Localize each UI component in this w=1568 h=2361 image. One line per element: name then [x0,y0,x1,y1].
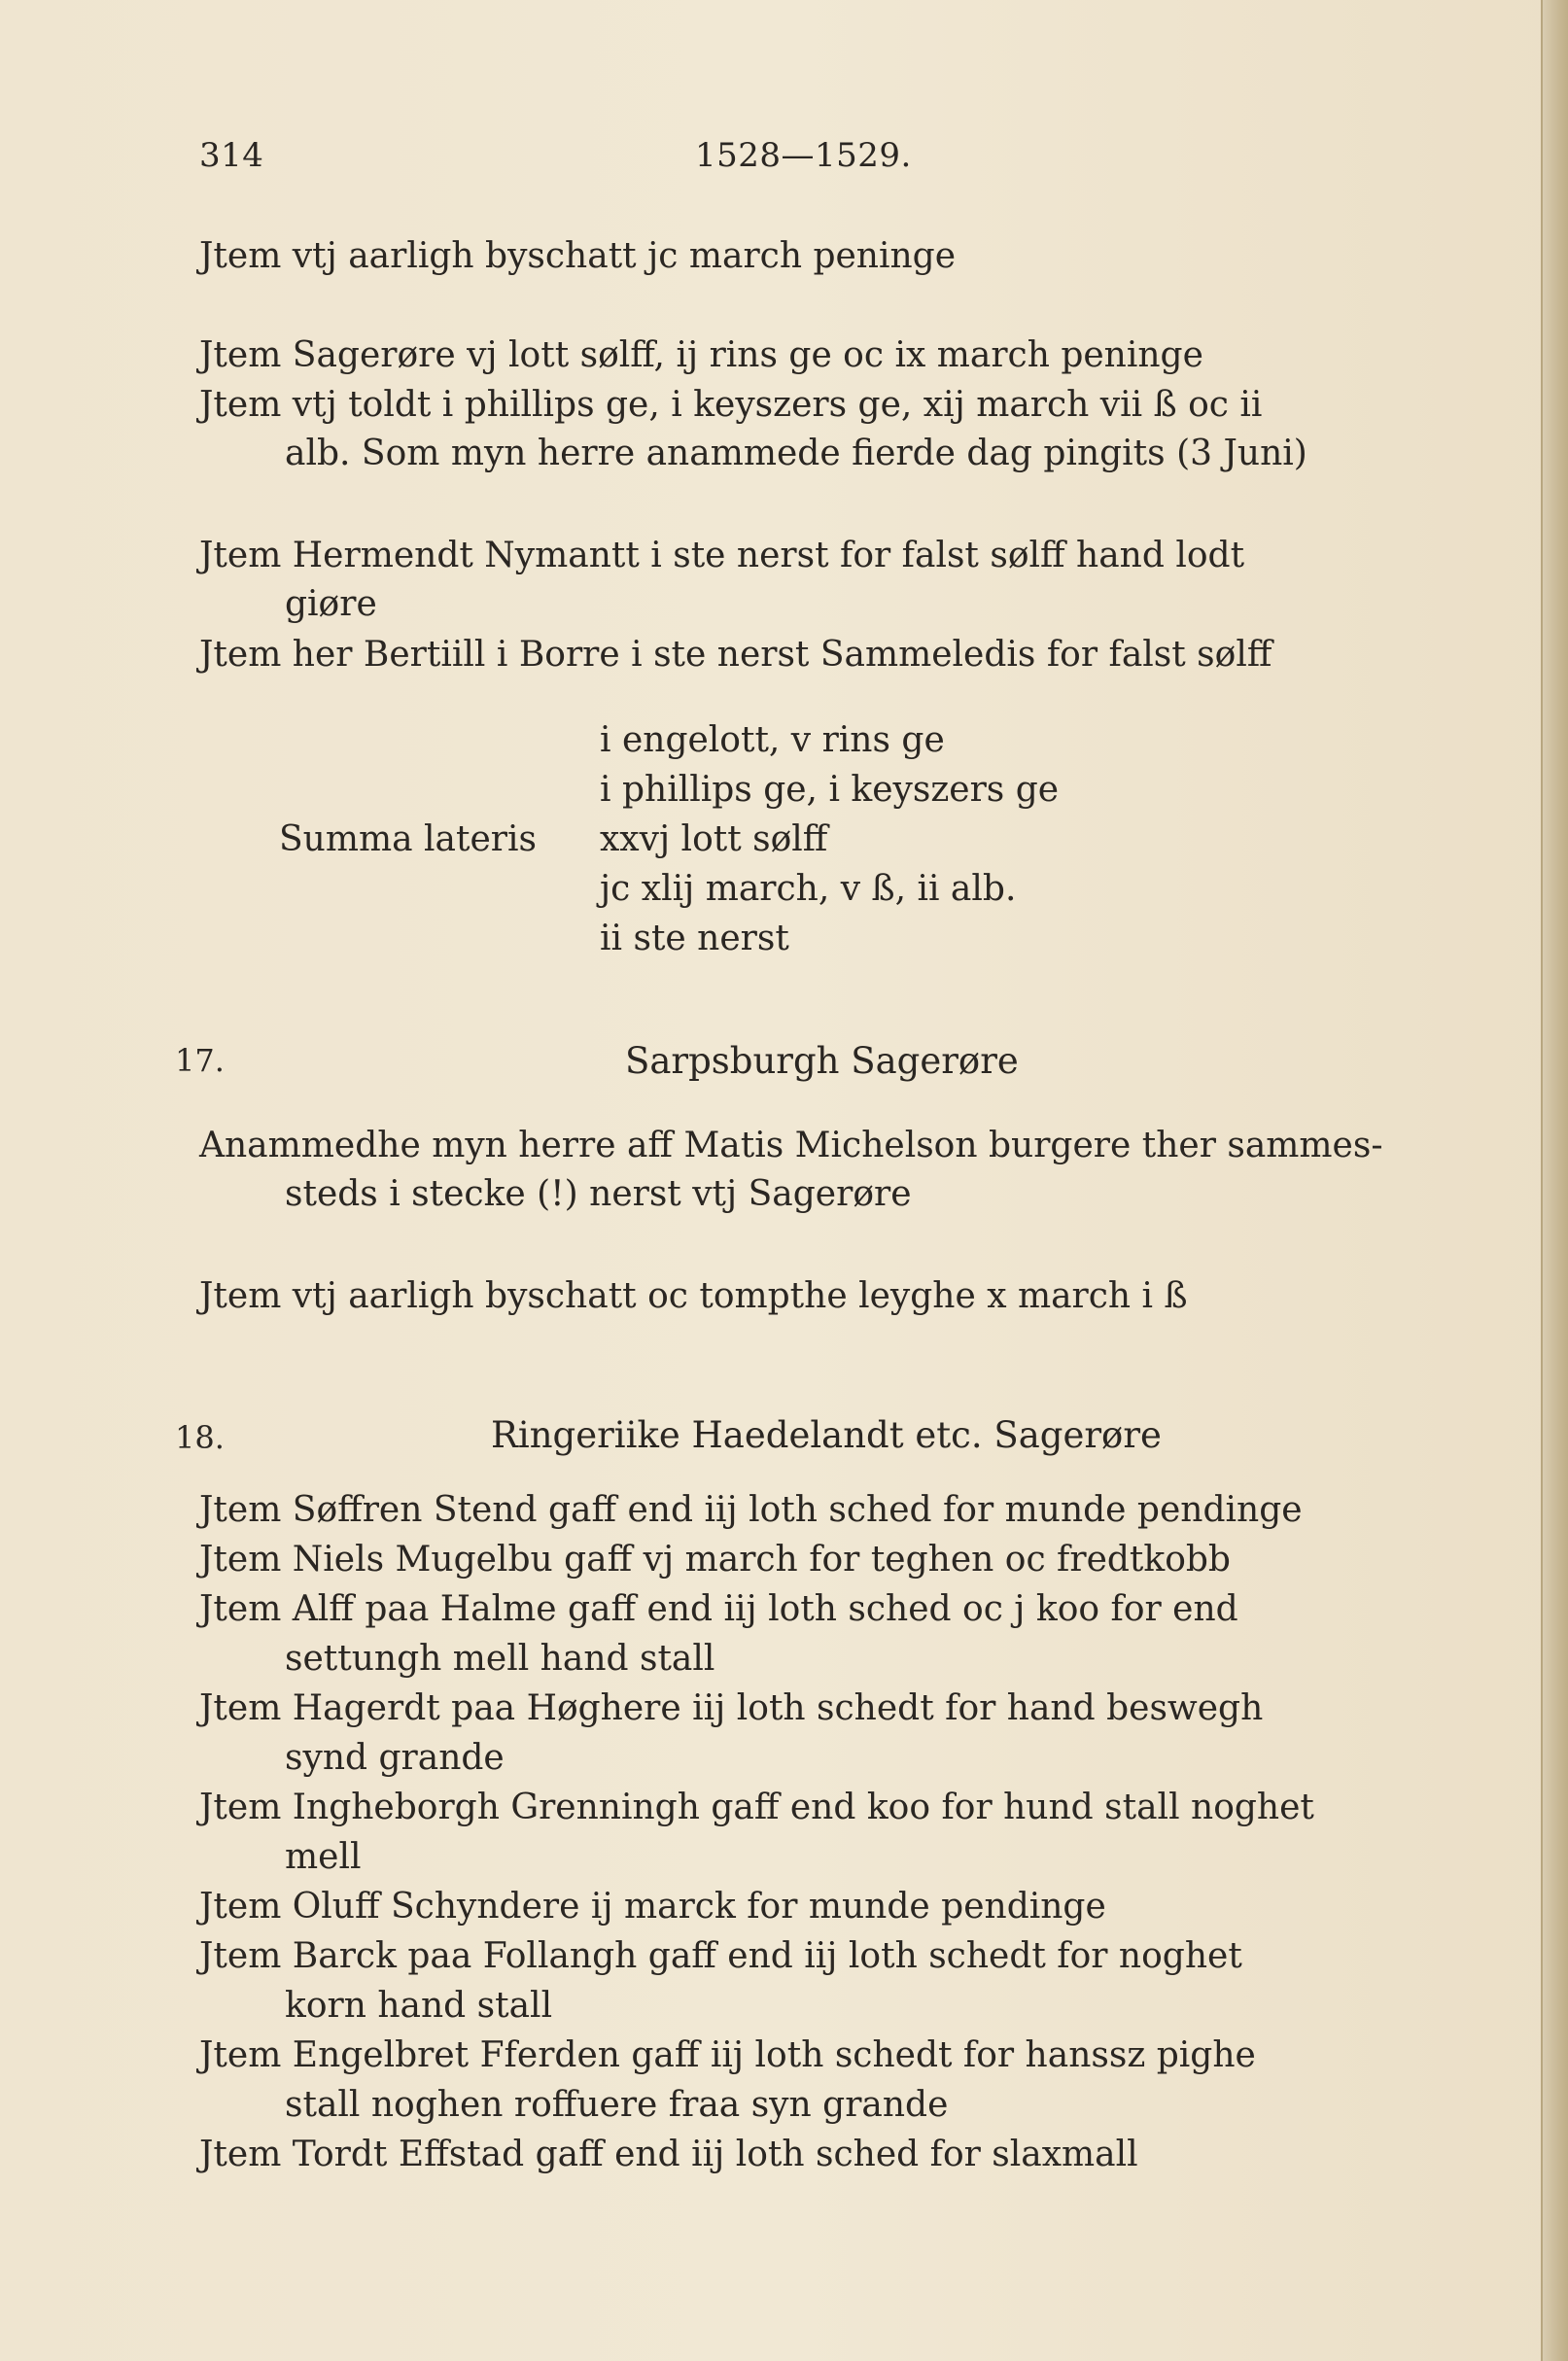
text-line: korn hand stall [285,1986,553,2026]
section-title: Sarpsburgh Sagerøre [625,1040,1019,1082]
summa-label: Summa lateris [279,819,537,859]
text-line: settungh mell hand stall [285,1639,715,1679]
text-line: Jtem Alff paa Halme gaff end iij loth sched oc j koo for end [199,1589,1238,1629]
text-line: synd grande [285,1738,505,1778]
text-line: Jtem Niels Mugelbu gaff vj march for teghen oc fredtkobb [199,1540,1231,1580]
text-line: alb. Som myn herre anammede fierde dag pingits (3 Juni) [285,434,1307,473]
text-line: steds i stecke (!) nerst vtj Sagerøre [285,1174,912,1214]
text-line: Jtem Barck paa Follangh gaff end iij loth schedt for noghet [199,1936,1242,1976]
text-line: Jtem vtj aarligh byschatt oc tompthe leyghe x march i ß [199,1276,1188,1316]
summa-line: i phillips ge, i keyszers ge [600,770,1060,810]
section-number: 18. [175,1419,225,1456]
text-line: Jtem vtj aarligh byschatt jc march peninge [199,236,957,276]
page-number: 314 [199,136,264,175]
summa-line: jc xlij march, v ß, ii alb. [600,869,1017,909]
section-number: 17. [175,1042,225,1079]
text-line: Jtem Sagerøre vj lott sølff, ij rins ge oc ix march peninge [199,335,1203,375]
section-title: Ringeriike Haedelandt etc. Sagerøre [491,1414,1162,1456]
text-line: Jtem Engelbret Fferden gaff iij loth schedt for hanssz pighe [199,2035,1256,2075]
text-line: Anammedhe myn herre aff Matis Michelson burgere ther sammes- [199,1126,1383,1165]
summa-line: ii ste nerst [600,919,789,958]
summa-lines [600,715,1059,963]
text-line: Jtem Ingheborgh Grenningh gaff end koo for hund stall noghet [199,1788,1314,1827]
summa-line: xxvj lott sølff [600,819,828,859]
text-line: Jtem her Bertiill i Borre i ste nerst Sammeledis for falst sølff [199,635,1272,675]
text-line: mell [285,1837,362,1877]
text-line: Jtem Hagerdt paa Høghere iij loth schedt for hand beswegh [199,1688,1264,1728]
text-line: Jtem Oluff Schyndere ij marck for munde pendinge [199,1887,1106,1927]
summa-line: i engelott, v rins ge [600,720,945,760]
page-edge [1541,0,1568,2361]
text-line: Jtem Søffren Stend gaff end iij loth sched for munde pendinge [199,1490,1303,1530]
text-line: giøre [285,584,377,624]
text-line: stall noghen roffuere fraa syn grande [285,2085,949,2125]
year-range: 1528—1529. [695,136,912,175]
text-line: Jtem vtj toldt i phillips ge, i keyszers ge, xij march vii ß oc ii [199,385,1263,425]
text-line: Jtem Hermendt Nymantt i ste nerst for falst sølff hand lodt [199,536,1245,575]
text-line: Jtem Tordt Effstad gaff end iij loth sched for slaxmall [199,2135,1138,2174]
